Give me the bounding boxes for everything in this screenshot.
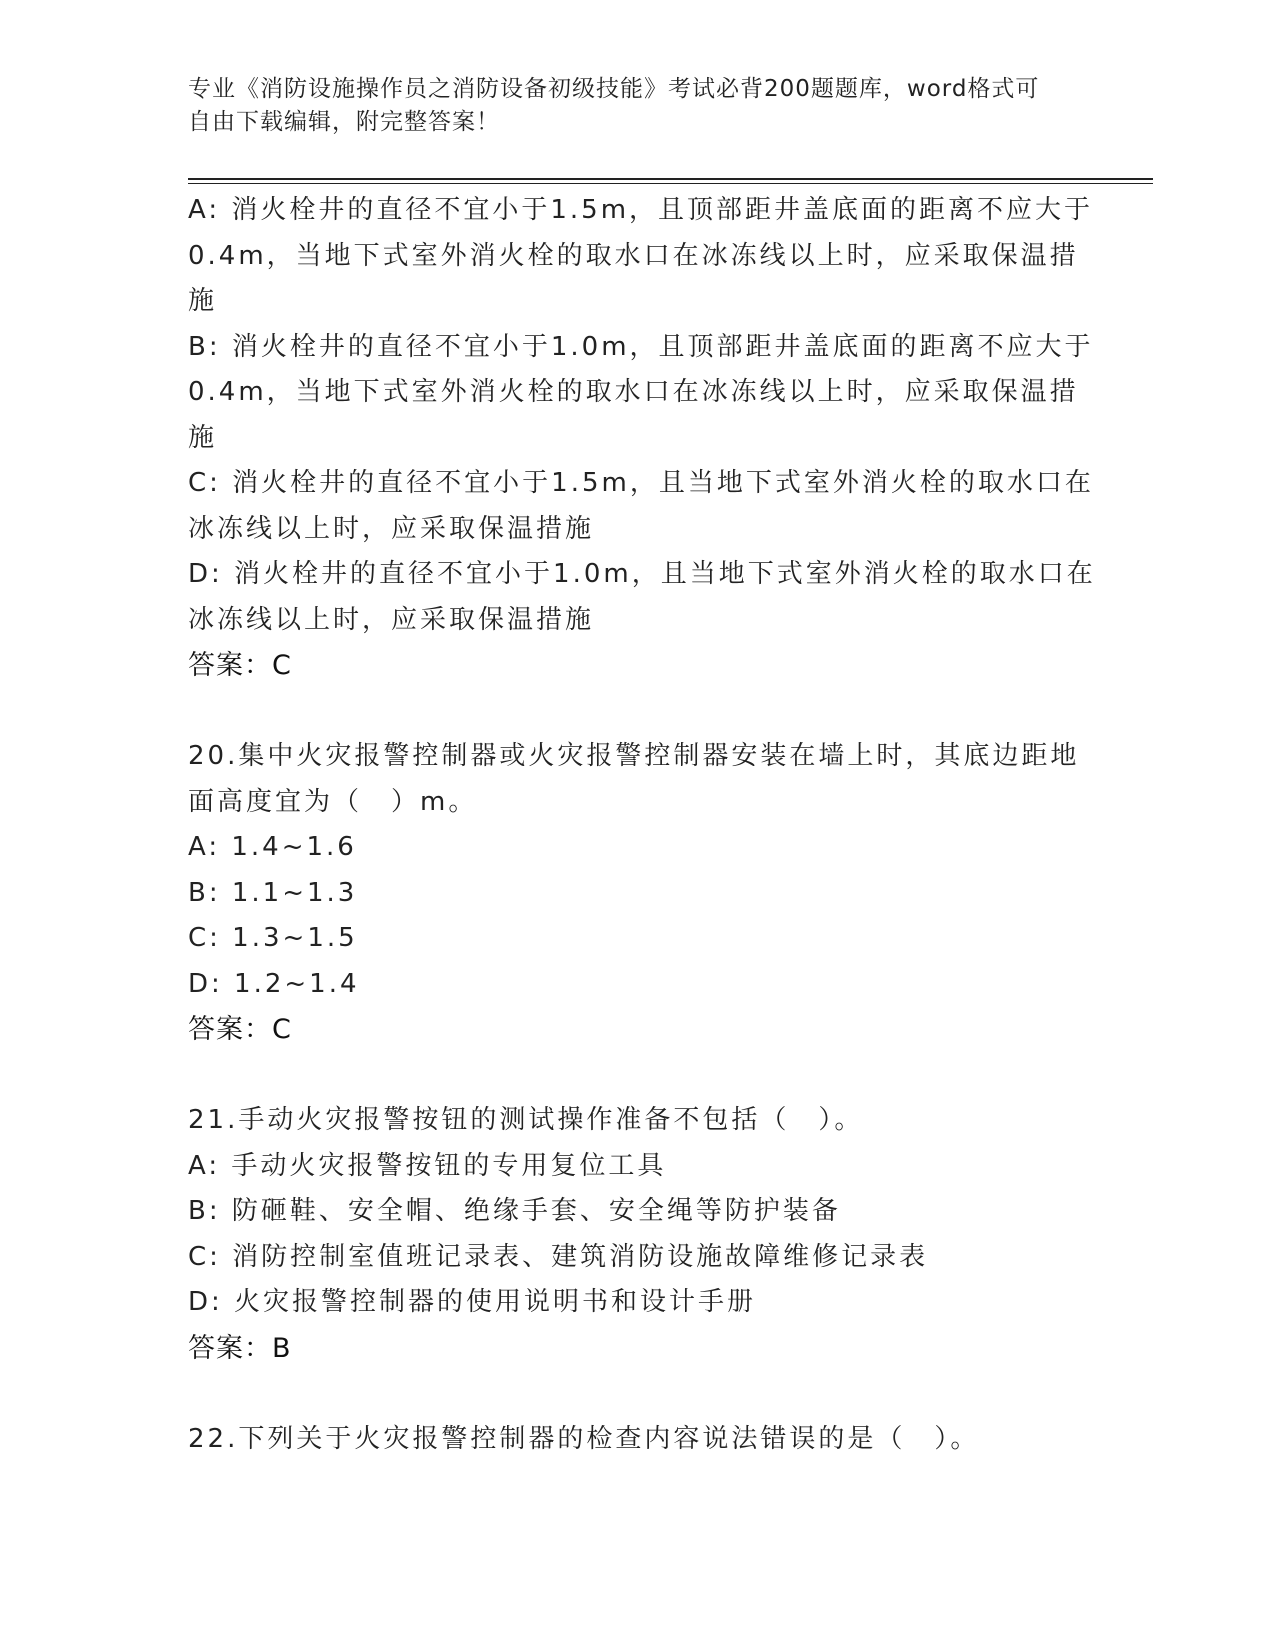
option-d: D: 火灾报警控制器的使用说明书和设计手册: [188, 1287, 757, 1317]
option-c-line-1: C: 消火栓井的直径不宜小于1.5m，且当地下式室外消火栓的取水口在: [188, 468, 1094, 498]
option-a-line-3: 施: [188, 286, 218, 316]
question-stem-line-2: 面高度宜为（ ）m。: [188, 786, 478, 817]
option-a: A: 手动火灾报警按钮的专用复位工具: [188, 1150, 667, 1181]
document-header: [188, 73, 1088, 139]
option-d-line-2: 冰冻线以上时，应采取保温措施: [188, 604, 595, 635]
option-a-line-1: A: 消火栓井的直径不宜小于1.5m，且顶部距井盖底面的距离不应大于: [188, 195, 1094, 225]
option-c: C: 消防控制室值班记录表、建筑消防设施故障维修记录表: [188, 1241, 929, 1272]
question-20: [188, 734, 1088, 1053]
header-divider-thick: [188, 178, 1153, 180]
option-c: C: 1.3~1.5: [188, 923, 358, 953]
option-b-line-1: B: 消火栓井的直径不宜小于1.0m，且顶部距井盖底面的距离不应大于: [188, 331, 1094, 362]
header-line-1: 专业《消防设施操作员之消防设备初级技能》考试必背200题题库，word格式可: [188, 76, 1040, 102]
option-a: A: 1.4~1.6: [188, 832, 357, 862]
document-body: [188, 188, 1096, 1462]
option-a-line-2: 0.4m，当地下式室外消火栓的取水口在冰冻线以上时，应采取保温措: [188, 240, 1079, 271]
header-divider-thin: [188, 183, 1153, 184]
header-line-2: 自由下载编辑，附完整答案！: [188, 109, 500, 135]
question-21: [188, 1098, 1088, 1371]
question-stem: 21.手动火灾报警按钮的测试操作准备不包括（ ）。: [188, 1105, 864, 1135]
option-d-line-1: D: 消火栓井的直径不宜小于1.0m，且当地下式室外消火栓的取水口在: [188, 559, 1096, 589]
question-19-options: [188, 188, 1096, 689]
question-stem: 22.下列关于火灾报警控制器的检查内容说法错误的是（ ）。: [188, 1423, 980, 1454]
option-b: B: 1.1~1.3: [188, 877, 358, 908]
answer-label: 答案：B: [188, 1332, 292, 1364]
option-b-line-2: 0.4m，当地下式室外消火栓的取水口在冰冻线以上时，应采取保温措: [188, 377, 1079, 407]
question-spacer: [188, 689, 1088, 735]
option-c-line-2: 冰冻线以上时，应采取保温措施: [188, 513, 595, 544]
option-b-line-3: 施: [188, 422, 218, 453]
question-spacer: [188, 1371, 1088, 1417]
option-d: D: 1.2~1.4: [188, 968, 360, 999]
option-b: B: 防砸鞋、安全帽、绝缘手套、安全绳等防护装备: [188, 1196, 841, 1226]
question-stem-line-1: 20.集中火灾报警控制器或火灾报警控制器安装在墙上时，其底边距地: [188, 741, 1080, 771]
answer-label: 答案：C: [188, 650, 292, 681]
answer-label: 答案：C: [188, 1014, 292, 1045]
question-spacer: [188, 1053, 1088, 1099]
question-22: [188, 1417, 1088, 1463]
